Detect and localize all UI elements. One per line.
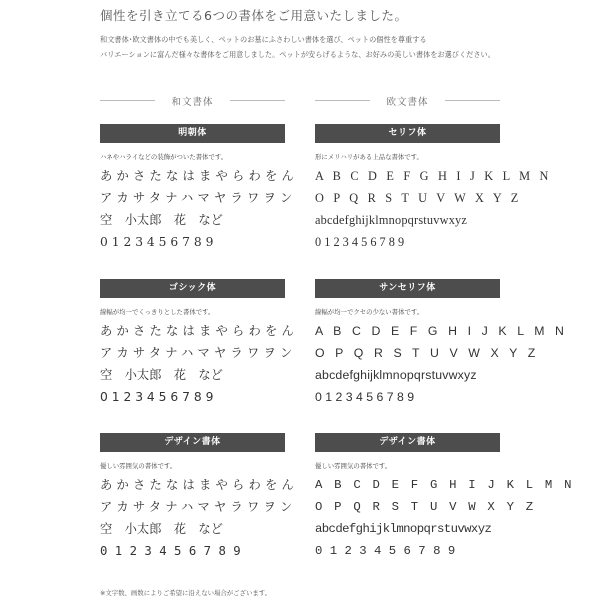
sample-hiragana: あかさたなはまやらわをん xyxy=(100,169,298,183)
intro-line: バリエーションに富んだ様々な書体をご用意しました。ペットが安らげるような、お好みの美しい書体をお選びください。 xyxy=(100,50,495,59)
sample-digits: 0 1 2 3 4 5 6 7 8 9 xyxy=(100,544,241,558)
sample-hiragana: あかさたなはまやらわをん xyxy=(100,324,298,338)
sample-katakana: アカサタナハマヤラワヲン xyxy=(100,346,297,360)
sample-lowercase: abcdefghijklmnopqrstuvwxyz xyxy=(315,522,492,536)
font-card-title: セリフ体 xyxy=(315,124,500,143)
sample-digits: 0 1 2 3 4 5 6 7 8 9 xyxy=(100,235,214,249)
heading-label: 和文書体 xyxy=(171,97,214,108)
font-card-description: 優しい雰囲気の書体です。 xyxy=(315,462,392,470)
font-card-design-japanese xyxy=(100,433,298,562)
font-card-title: ゴシック体 xyxy=(100,279,285,298)
heading-label: 欧文書体 xyxy=(386,97,429,108)
font-card-description: 形にメリハリがある上品な書体です。 xyxy=(315,153,423,161)
sample-hiragana: あかさたなはまやらわをん xyxy=(100,478,298,492)
footnote: ※文字数、画数によりご希望に沿えない場合がございます。 xyxy=(100,589,271,597)
sample-uppercase: O P Q R S T U V W X Y Z xyxy=(315,191,522,205)
western-fonts-column xyxy=(315,0,574,600)
font-card-description: 線幅が均一でくっきりとした書体です。 xyxy=(100,308,215,316)
font-card-design-western xyxy=(315,433,574,562)
sample-uppercase: O P Q R S T U V W X Y Z xyxy=(315,346,539,360)
font-card-description: ハネやハライなどの装飾がついた書体です。 xyxy=(100,153,228,161)
font-card-sans-serif xyxy=(315,279,568,408)
sample-digits: 0 1 2 3 4 5 6 7 8 9 xyxy=(315,390,415,404)
font-card-title: サンセリフ体 xyxy=(315,279,500,298)
sample-katakana: アカサタナハマヤラワヲン xyxy=(100,500,297,514)
sample-digits: 0 1 2 3 4 5 6 7 8 9 xyxy=(315,544,456,558)
sample-uppercase: O P Q R S T U V W X Y Z xyxy=(315,500,536,514)
page-title: 個性を引き立てる6つの書体をご用意いたしました。 xyxy=(100,8,408,23)
sample-digits: 0 1 2 3 4 5 6 7 8 9 xyxy=(100,390,214,404)
font-card-title: 明朝体 xyxy=(100,124,285,143)
divider xyxy=(445,100,500,101)
sample-lowercase: abcdefghijklmnopqrstuvwxyz xyxy=(315,213,468,227)
font-card-mincho xyxy=(100,124,298,253)
font-card-gothic xyxy=(100,279,298,408)
sample-uppercase: A B C D E F G H I J K L M N xyxy=(315,478,574,492)
western-fonts-heading xyxy=(315,92,500,108)
sample-uppercase: A B C D E F G H I J K L M N xyxy=(315,169,552,183)
sample-kanji: 空 小太郎 花 など xyxy=(100,522,223,536)
sample-uppercase: A B C D E F G H I J K L M N xyxy=(315,324,568,338)
font-card-description: 線幅が均一でクセの少ない書体です。 xyxy=(315,308,424,316)
intro-line: 和文書体･欧文書体の中でも美しく、ペットのお墓にふさわしい書体を選び、ペットの個性を尊重する xyxy=(100,35,427,44)
sample-katakana: アカサタナハマヤラワヲン xyxy=(100,191,297,205)
sample-lowercase: abcdefghijklmnopqrstuvwxyz xyxy=(315,368,477,382)
sample-digits: 0 1 2 3 4 5 6 7 8 9 xyxy=(315,235,405,249)
font-card-serif xyxy=(315,124,552,253)
font-card-title: デザイン書体 xyxy=(100,433,285,452)
divider xyxy=(230,100,285,101)
japanese-fonts-heading xyxy=(100,92,285,108)
font-card-title: デザイン書体 xyxy=(315,433,500,452)
sample-kanji: 空 小太郎 花 など xyxy=(100,213,223,227)
font-card-description: 優しい雰囲気の書体です。 xyxy=(100,462,177,470)
sample-kanji: 空 小太郎 花 など xyxy=(100,368,223,382)
